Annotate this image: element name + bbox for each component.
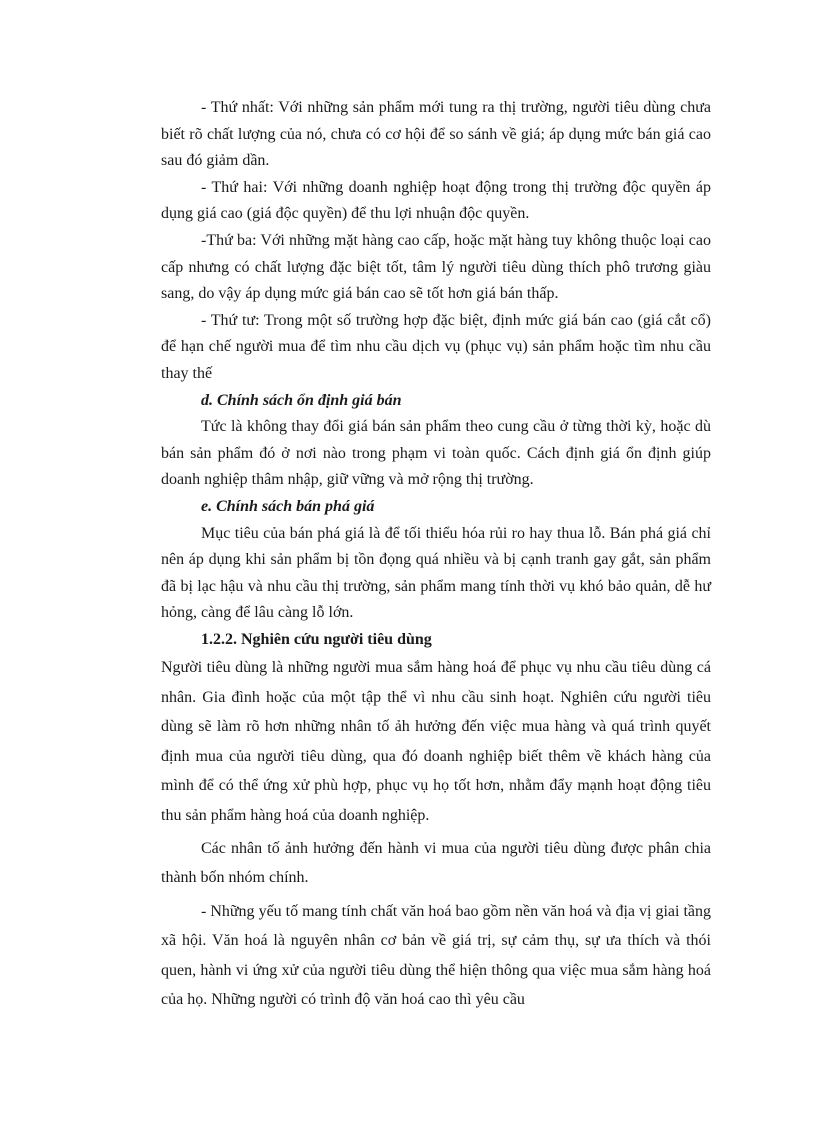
heading-consumer-research: 1.2.2. Nghiên cứu người tiêu dùng [201, 630, 432, 648]
section-consumer [161, 653, 711, 1014]
section-pricing [161, 95, 711, 653]
paragraph-dumping: Mục tiêu của bán phá giá là để tối thiểu hóa rủi ro hay thua lỗ. Bán phá giá chỉ nên áp dụng khi sản phẩm bị tồn đọng quá nhiều và bị cạnh tranh gay gắt, sản phẩm đã bị lạc hậu và nhu cầu thị trường, sản phẩm mang tính thời vụ khó bảo quản, dễ hư hỏng, càng để lâu càng lỗ lớn. [161, 524, 711, 622]
paragraph-third: -Thứ ba: Với những mặt hàng cao cấp, hoặc mặt hàng tuy không thuộc loại cao cấp nhưng có chất lượng đặc biệt tốt, tâm lý người tiêu dùng thích phô trương giàu sang, do vậy áp dụng mức giá bán cao sẽ tốt hơn giá bán thấp. [161, 231, 711, 303]
paragraph-first: - Thứ nhất: Với những sản phẩm mới tung ra thị trường, người tiêu dùng chưa biết rõ chất lượng của nó, chưa có cơ hội để so sánh về giá; áp dụng mức bán giá cao sau đó giảm dần. [161, 99, 711, 170]
heading-dumping: e. Chính sách bán phá giá [201, 497, 375, 515]
paragraph-second: - Thứ hai: Với những doanh nghiệp hoạt động trong thị trường độc quyền áp dụng giá cao (giá độc quyền) để thu lợi nhuận độc quyền. [161, 178, 711, 223]
paragraph-stable-price: Tức là không thay đổi giá bán sản phẩm theo cung cầu ở từng thời kỳ, hoặc dù bán sản phẩm đó ở nơi nào trong phạm vi toàn quốc. Cách định giá ổn định giúp doanh nghiệp thâm nhập, giữ vững và mở rộng thị trường. [161, 418, 711, 489]
paragraph-factors: Các nhân tố ảnh hưởng đến hành vi mua của người tiêu dùng được phân chia thành bốn nhóm chính. [161, 839, 711, 887]
paragraph-cultural-factors: - Những yếu tố mang tính chất văn hoá bao gồm nền văn hoá và địa vị giai tầng xã hội. Văn hoá là nguyên nhân cơ bản về giá trị, sự cảm thụ, sự ưa thích và thói quen, hành vi ứng xử của người tiêu dùng thể hiện thông qua việc mua sắm hàng hoá của họ. Những người có trình độ văn hoá cao thì yêu cầu [161, 902, 711, 1008]
paragraph-consumer-definition: Người tiêu dùng là những người mua sắm hàng hoá để phục vụ nhu cầu tiêu dùng cá nhân. Gia đình hoặc của một tập thể vì nhu cầu sinh hoạt. Nghiên cứu người tiêu dùng sẽ làm rõ hơn những nhân tố ảh hưởng đến việc mua hàng và quá trình quyết định mua của người tiêu dùng, qua đó doanh nghiệp biết thêm về khách hàng của mình để có thể ứng xử phù hợp, phục vụ họ tốt hơn, nhằm đẩy mạnh hoạt động tiêu thu sản phẩm hàng hoá của doanh nghiệp. [161, 659, 711, 824]
paragraph-fourth: - Thứ tư: Trong một số trường hợp đặc biệt, định mức giá bán cao (giá cắt cổ) để hạn chế người mua để tìm nhu cầu dịch vụ (phục vụ) sản phẩm hoặc tìm nhu cầu thay thế [161, 311, 711, 382]
document-page [161, 95, 711, 1014]
heading-stable-price: d. Chính sách ổn định giá bán [201, 391, 402, 409]
